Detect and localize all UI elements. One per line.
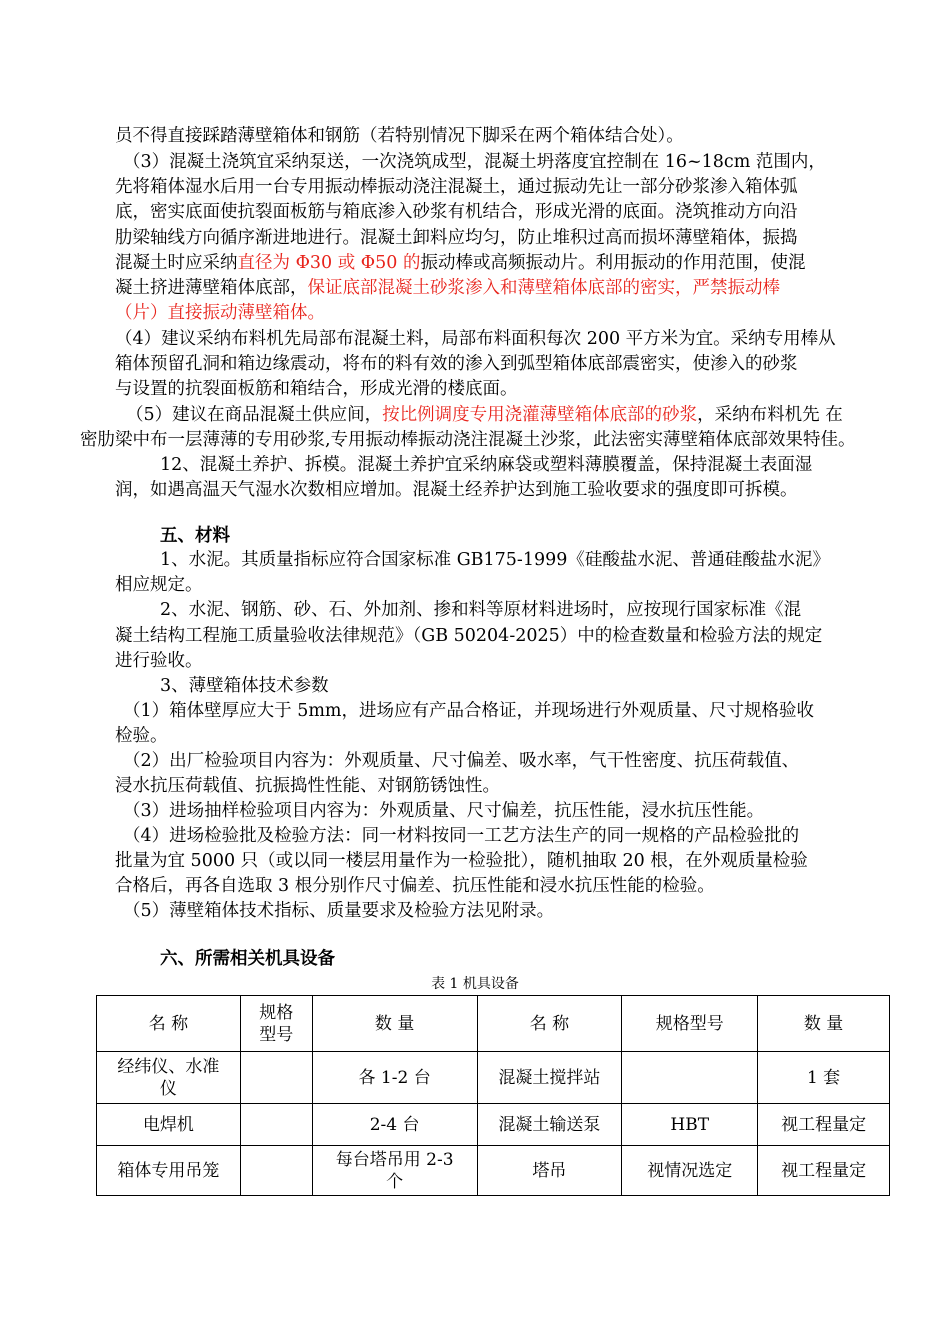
text-line [123,749,799,773]
text-segment: （1）箱体壁厚应大于 5mm，进场应有产品合格证，并现场进行外观质量、尺寸规格验收 [123,701,815,721]
text-segment: 润，如遇高温天气湿水次数相应增加。混凝土经养护达到施工验收要求的强度即可拆模。 [115,480,798,500]
text-line [115,124,684,148]
text-segment: 浸水抗压荷载值、抗振捣性性能、对钢筋锈蚀性。 [115,776,500,796]
text-line [126,403,843,427]
text-segment: 先将箱体湿水后用一台专用振动棒振动浇注混凝土，通过振动先让一部分砂浆渗入箱体弧 [115,177,798,197]
text-segment: （3）混凝土浇筑宜采纳泵送，一次浇筑成型，混凝土坍落度宜控制在 16~18cm 范围内， [123,152,826,172]
text-line [115,377,518,401]
text-segment: 员不得直接踩踏薄壁箱体和钢筋（若特别情况下脚采在两个箱体结合处）。 [115,126,684,146]
header-cell: 规格型号 [622,996,758,1052]
table-caption: 表 1 机具设备 [431,976,519,992]
text-line [115,478,798,502]
header-cell: 数 量 [758,996,890,1052]
table-cell: 塔吊 [477,1146,622,1196]
text-line [115,573,203,597]
text-segment: （4）建议采纳布料机先局部布混凝土料，局部布料面积每次 200 平方米为宜。采纳专用棒从 [115,329,836,349]
table-row [97,1104,890,1146]
table-cell [240,1052,312,1104]
text-line [123,824,799,848]
table-row [97,1052,890,1104]
table-cell: 1 套 [758,1052,890,1104]
text-line [115,327,836,351]
text-segment: 肋梁轴线方向循序渐进地进行。混凝土卸料应均匀，防止堆积过高而损坏薄壁箱体，振捣 [115,228,798,248]
text-line [115,226,798,250]
text-segment: 3、薄壁箱体技术参数 [160,676,329,696]
header-cell: 名 称 [477,996,622,1052]
text-segment: （4）进场检验批及检验方法：同一材料按同一工艺方法生产的同一规格的产品检验批的 [123,826,800,846]
table-cell [240,1146,312,1196]
table-cell: HBT [622,1104,758,1146]
table-cell: 每台塔吊用 2-3 个 [312,1146,477,1196]
text-line [123,799,764,823]
text-segment: 密肋梁中布一层薄薄的专用砂浆,专用振动棒振动浇注混凝土沙浆，此法密实薄壁箱体底部效果特佳。 [80,430,856,450]
text-segment: 混凝土时应采纳 [115,253,238,273]
text-line [123,150,826,174]
table-cell [240,1104,312,1146]
text-segment: 底，密实底面使抗裂面板筋与箱底渗入砂浆有机结合，形成光滑的底面。浇筑推动方向沿 [115,202,798,222]
table-cell [622,1052,758,1104]
text-line [115,774,500,798]
text-line [115,301,325,325]
table-cell: 经纬仪、水准 仪 [97,1052,241,1104]
text-line [160,598,801,622]
table-cell: 电焊机 [97,1104,241,1146]
text-line [115,352,798,376]
highlighted-text: 保证底部混凝土砂浆渗入和薄壁箱体底部的密实，严禁振动棒 [307,278,780,298]
text-segment: （5）建议在商品混凝土供应间， [126,405,383,425]
text-line [115,200,798,224]
text-line [123,899,554,923]
header-cell: 数 量 [312,996,477,1052]
text-line [115,874,715,898]
header-cell: 名 称 [97,996,241,1052]
text-line [115,175,798,199]
highlighted-text: 按比例调度专用浇灌薄壁箱体底部的砂浆 [382,405,698,425]
table-row [97,1146,890,1196]
text-line [115,849,808,873]
text-segment: 相应规定。 [115,575,203,595]
text-segment: （5）薄壁箱体技术指标、质量要求及检验方法见附录。 [123,901,555,921]
table-cell: 箱体专用吊笼 [97,1146,241,1196]
highlighted-text: （片）直接振动薄壁箱体。 [115,303,325,323]
text-line [115,649,203,673]
text-segment: 凝土结构工程施工质量验收法律规范》（GB 50204-2025）中的检查数量和检验方法的规定 [115,626,823,646]
text-line [123,699,814,723]
text-segment: 与设置的抗裂面板筋和箱结合，形成光滑的楼底面。 [115,379,518,399]
text-segment: 合格后，再各自选取 3 根分别作尺寸偏差、抗压性能和浸水抗压性能的检验。 [115,876,715,896]
text-segment: 1、水泥。其质量指标应符合国家标准 GB175-1999《硅酸盐水泥、普通硅酸盐水泥》 [160,550,830,570]
section-heading [160,947,335,971]
text-line [160,548,830,572]
text-line [115,624,822,648]
table-cell: 视情况选定 [622,1146,758,1196]
text-line [115,251,805,275]
text-segment: 检验。 [115,726,168,746]
text-line [80,428,856,452]
text-line [160,674,329,698]
text-segment: （3）进场抽样检验项目内容为：外观质量、尺寸偏差，抗压性能，浸水抗压性能。 [123,801,765,821]
text-segment: （2）出厂检验项目内容为：外观质量、尺寸偏差、吸水率，气干性密度、抗压荷载值、 [123,751,800,771]
table-cell: 2-4 台 [312,1104,477,1146]
text-segment: 凝土挤进薄壁箱体底部， [115,278,308,298]
text-segment: 进行验收。 [115,651,203,671]
text-segment: 六、所需相关机具设备 [160,949,335,969]
equipment-table [96,995,890,1196]
table-cell: 视工程量定 [758,1104,890,1146]
text-segment: 2、水泥、钢筋、砂、石、外加剂、掺和料等原材料进场时，应按现行国家标准《混 [160,600,802,620]
text-segment: 箱体预留孔洞和箱边缘震动，将布的料有效的渗入到弧型箱体底部震密实，使渗入的砂浆 [115,354,798,374]
text-segment: 批量为宜 5000 只（或以同一楼层用量作为一检验批），随机抽取 20 根，在外观质量检验 [115,851,808,871]
text-segment: 12、混凝土养护、拆模。混凝土养护宜采纳麻袋或塑料薄膜覆盖，保持混凝土表面湿 [160,455,813,475]
text-line [115,276,780,300]
table-header-row [97,996,890,1052]
section-heading [160,524,230,548]
table-cell: 混凝土搅拌站 [477,1052,622,1104]
text-segment: 五、材料 [160,526,230,546]
highlighted-text: 直径为 Φ30 或 Φ50 的 [237,253,421,273]
table-cell: 混凝土输送泵 [477,1104,622,1146]
text-line [160,453,812,477]
text-segment: ，采纳布料机先 在 [697,405,843,425]
table-cell: 各 1-2 台 [312,1052,477,1104]
text-segment: 振动棒或高频振动片。利用振动的作用范围，使混 [420,253,806,273]
table-cell: 视工程量定 [758,1146,890,1196]
text-line [115,724,168,748]
header-cell: 规格 型号 [240,996,312,1052]
